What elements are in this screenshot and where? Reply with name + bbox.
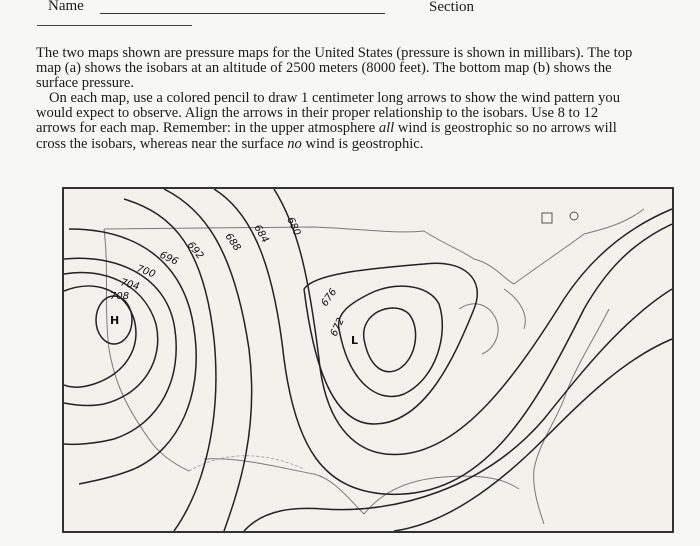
instructions-paragraph-1: The two maps shown are pressure maps for the United States (pressure is shown in millibars). The top map (a) shows the isobars at an altitude of 2500 meters (8000 feet). The bottom map (b) shows the surface pressure.: [36, 45, 633, 92]
isobar-outer-1: [244, 286, 672, 531]
isobar-label-708: 708: [110, 291, 130, 302]
pressure-map-drawing: [64, 189, 672, 531]
emphasis-no: no: [287, 135, 302, 152]
emphasis-all: all: [378, 120, 395, 137]
isobar-label-700: 700: [134, 263, 157, 281]
instructions-paragraph-2: On each map, use a colored pencil to draw 1 centimeter long arrows to show the wind pattern you would expect to observe. Align the arrows in their proper relationship to the isobars. Use 8 to 12 arrows for each map. Remember: in the upper atmosphere all wind is geostrophic so no arrows will cross the isobars, whereas near the surface no wind is geostrophic.: [36, 90, 621, 152]
isobar-692: [124, 199, 216, 531]
isobar-696: [69, 229, 196, 484]
isobar-label-696: 696: [157, 249, 180, 268]
isobar-label-680: 680: [284, 215, 303, 238]
section-label: Section: [429, 0, 474, 15]
pressure-centers: [110, 314, 358, 347]
high-pressure-label: H: [110, 314, 120, 327]
pressure-map-a: [62, 187, 674, 533]
us-outline: [104, 209, 644, 524]
divider-line: [37, 25, 192, 26]
instructions-text: [36, 46, 636, 152]
isobar-label-672: 672: [328, 316, 347, 339]
isobar-label-704: 704: [119, 277, 141, 293]
name-field-line[interactable]: [100, 13, 385, 14]
isobar-labels: [110, 216, 347, 339]
isobar-label-688: 688: [222, 231, 243, 254]
isobar-low-inner: [364, 308, 416, 372]
isobar-label-692: 692: [184, 239, 206, 262]
isobar-outer-2: [394, 339, 672, 531]
isobar-684: [214, 189, 672, 494]
isobars: [64, 189, 672, 531]
name-label: Name: [48, 0, 84, 14]
low-pressure-label: L: [351, 334, 359, 347]
worksheet-header: [0, 0, 700, 30]
isobar-label-684: 684: [251, 223, 271, 246]
corner-sketch-icon: [542, 212, 578, 223]
isobar-label-676: 676: [319, 286, 340, 309]
